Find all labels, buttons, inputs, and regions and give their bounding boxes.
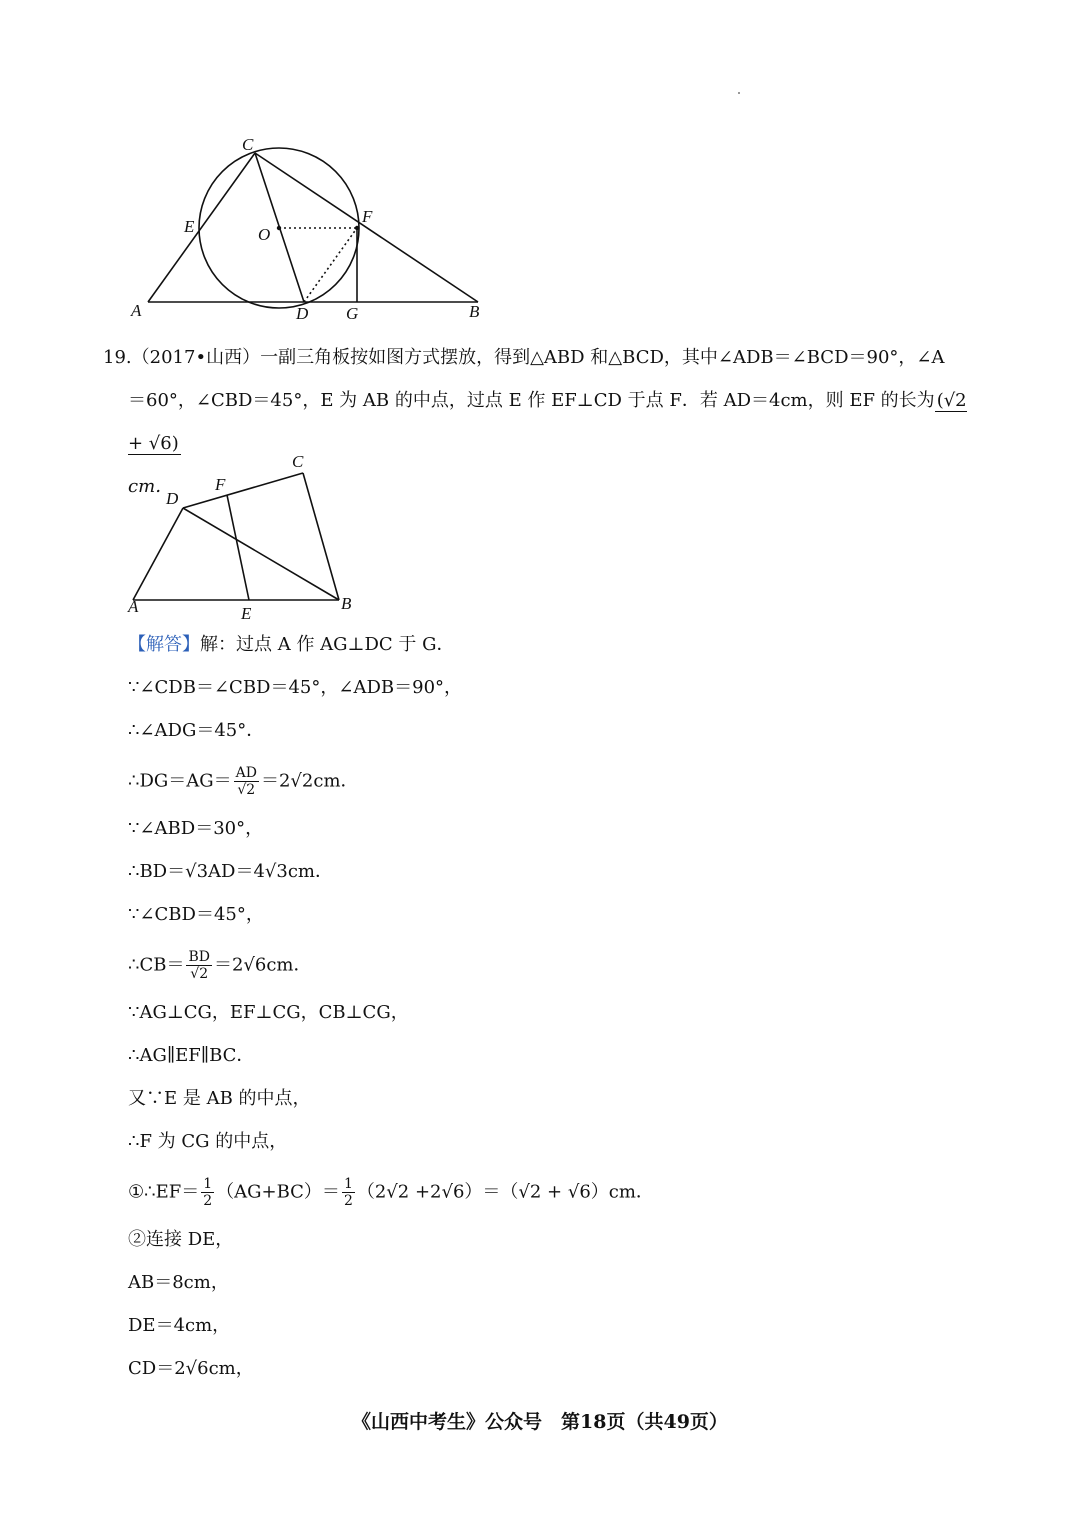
segment-cb	[255, 153, 478, 302]
scan-dot	[738, 92, 740, 94]
label-e: E	[241, 604, 252, 623]
label-a: A	[131, 301, 142, 320]
center-o-point	[277, 226, 281, 230]
solution-line-6: ∵∠CBD＝45°，	[128, 904, 264, 925]
problem-source: （2017•山西）	[131, 347, 261, 368]
problem-text-1: 一副三角板按如图方式摆放，得到△ABD 和△BCD，其中∠ADB＝∠BCD＝90°，∠A	[260, 347, 945, 368]
figure-circle-triangle	[125, 128, 495, 324]
label-b: B	[469, 302, 480, 321]
solution-line-7	[128, 949, 312, 982]
label-g: G	[346, 304, 359, 323]
point-f	[355, 226, 359, 230]
solution-line-13: ②连接 DE，	[128, 1229, 234, 1250]
line-12-middle: （AG+BC）＝	[216, 1181, 340, 1203]
segment-ac	[148, 153, 255, 302]
solution-tag: 【解答】	[128, 634, 200, 655]
solution-line-2: ∴∠ADG＝45°．	[128, 720, 265, 741]
solution-line-15: DE＝4cm，	[128, 1315, 231, 1336]
solution-line-4: ∵∠ABD＝30°，	[128, 818, 264, 839]
label-f: F	[215, 475, 226, 494]
fraction-one-half-b: $\frac{1}{2}$	[343, 1176, 353, 1209]
solution-line-14: AB＝8cm，	[128, 1272, 229, 1293]
solution-line-12	[128, 1176, 654, 1209]
label-d: D	[166, 489, 179, 508]
problem-line-1	[103, 336, 983, 379]
label-e: E	[184, 217, 195, 236]
solution-line-3	[128, 765, 359, 798]
label-f: F	[362, 207, 373, 226]
fraction-ad-sqrt2: $\frac{AD}{√2}$	[235, 765, 257, 798]
solution-line-9: ∴AG∥EF∥BC．	[128, 1045, 255, 1066]
solution-line-5: ∴BD＝√3AD＝4√3cm．	[128, 861, 333, 882]
page-footer: 《山西中考生》公众号 第18页（共49页）	[352, 1411, 728, 1433]
line-12-prefix: ①∴EF＝	[128, 1181, 200, 1203]
label-b: B	[341, 594, 352, 613]
line-3-suffix: ＝2√2cm．	[260, 770, 359, 792]
segment-db	[183, 508, 339, 600]
fraction-one-half-a: $\frac{1}{2}$	[203, 1176, 213, 1209]
line-7-suffix: ＝2√6cm．	[213, 954, 312, 976]
solution-line-11: ∴F 为 CG 的中点，	[128, 1131, 288, 1152]
solution-line-10: 又∵E 是 AB 的中点，	[128, 1088, 311, 1109]
solution-line-1: ∵∠CDB＝∠CBD＝45°，∠ADB＝90°，	[128, 677, 463, 698]
segment-ad	[133, 508, 183, 600]
label-a: A	[128, 597, 139, 616]
solution-line-8: ∵AG⊥CG，EF⊥CG，CB⊥CG，	[128, 1002, 409, 1023]
solution-intro-line	[128, 631, 455, 659]
line-7-prefix: ∴CB＝	[128, 954, 185, 976]
solution-intro: 解：过点 A 作 AG⊥DC 于 G．	[200, 634, 455, 655]
problem-number: 19.	[103, 347, 132, 368]
segment-dc	[183, 473, 303, 508]
label-c: C	[242, 135, 254, 154]
label-o: O	[258, 225, 271, 244]
solution-line-16: CD＝2√6cm，	[128, 1358, 254, 1379]
line-3-prefix: ∴DG＝AG＝	[128, 770, 232, 792]
figure-quadrilateral	[125, 450, 365, 625]
label-c: C	[292, 452, 304, 471]
problem-unit: cm．	[128, 476, 174, 497]
answer-blank: (√2 + √6)	[128, 390, 967, 454]
segment-cb	[303, 473, 339, 600]
line-12-suffix: （2√2 +2√6）＝（√2 + √6）cm．	[356, 1181, 654, 1203]
problem-text-2: ＝60°，∠CBD＝45°，E 为 AB 的中点，过点 E 作 EF⊥CD 于点 F．若 AD＝4cm，则 EF 的长为	[128, 390, 935, 411]
fraction-bd-sqrt2: $\frac{BD}{√2}$	[188, 949, 210, 982]
segment-ef	[227, 495, 249, 600]
label-d: D	[296, 304, 309, 323]
